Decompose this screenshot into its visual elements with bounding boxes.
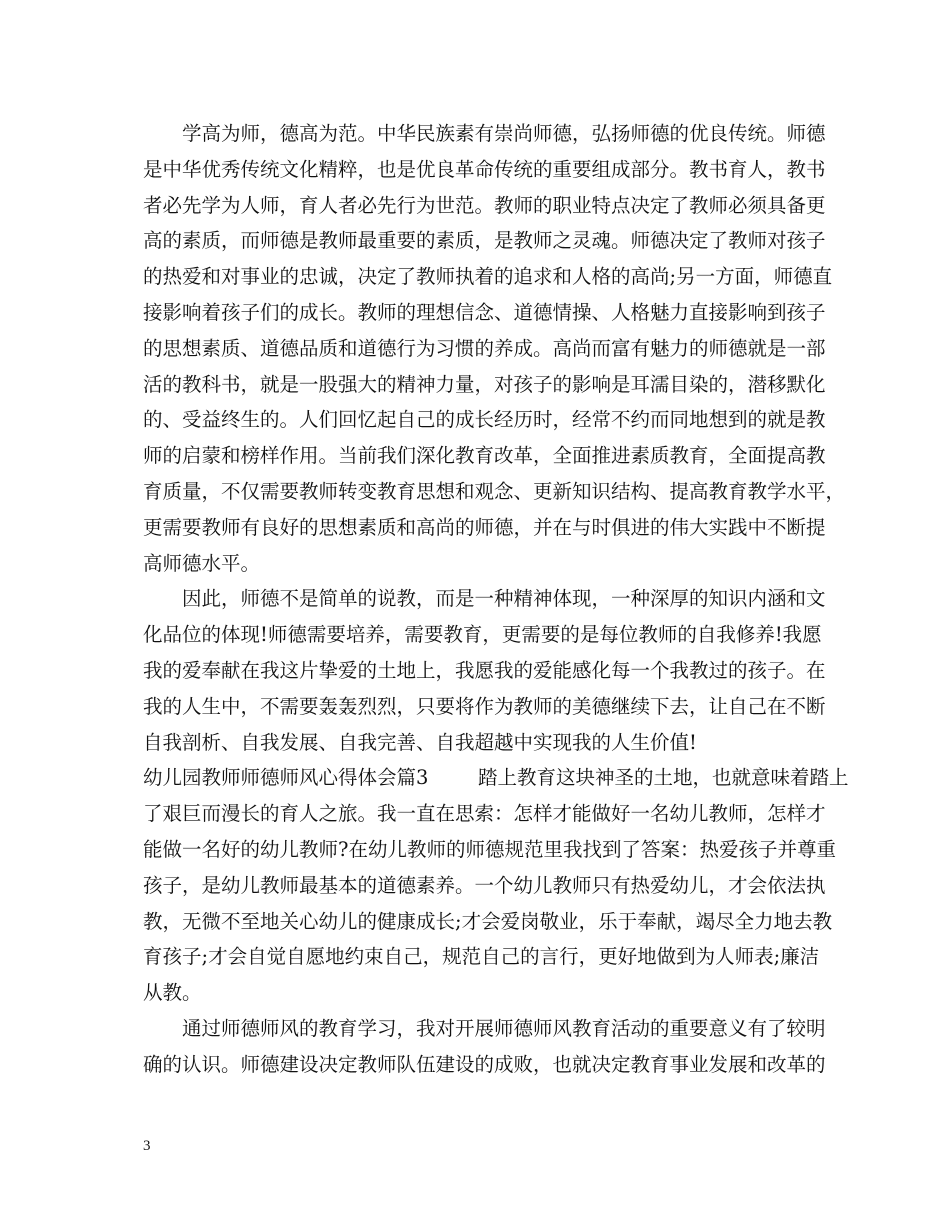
text-line: 高的素质，而师德是教师最重要的素质，是教师之灵魂。师德决定了教师对孩子	[143, 229, 826, 253]
text-line: 确的认识。师德建设决定教师队伍建设的成败，也就决定教育事业发展和改革的	[143, 1052, 826, 1076]
text-line: 的热爱和对事业的忠诚，决定了教师执着的追求和人格的高尚;另一方面，师德直	[143, 265, 833, 289]
text-line: 者必先学为人师，育人者必先行为世范。教师的职业特点决定了教师必须具备更	[143, 193, 826, 217]
text-line: 育质量，不仅需要教师转变教育思想和观念、更新知识结构、提高教育教学水平，	[143, 479, 846, 503]
text-line: 更需要教师有良好的思想素质和高尚的师德，并在与时俱进的伟大实践中不断提	[143, 515, 826, 539]
text-line: 能做一名好的幼儿教师?在幼儿教师的师德规范里我找到了答案：热爱孩子并尊重	[143, 837, 836, 861]
text-line-with-heading: 幼儿园教师师德师风心得体会篇3 踏上教育这块神圣的土地，也就意味着踏上	[143, 766, 849, 790]
text-line: 通过师德师风的教育学习，我对开展师德师风教育活动的重要意义有了较明	[182, 1016, 826, 1040]
text-line: 教，无微不至地关心幼儿的健康成长;才会爱岗敬业，乐于奉献，竭尽全力地去教	[143, 909, 833, 933]
text-line: 自我剖析、自我发展、自我完善、自我超越中实现我的人生价值!	[143, 730, 697, 754]
text-line: 是中华优秀传统文化精粹，也是优良革命传统的重要组成部分。教书育人，教书	[143, 157, 826, 181]
text-line: 接影响着孩子们的成长。教师的理想信念、道德情操、人格魅力直接影响到孩子	[143, 300, 826, 324]
paragraph-1	[143, 116, 846, 581]
text-line: 化品位的体现!师德需要培养，需要教育，更需要的是每位教师的自我修养!我愿	[143, 623, 822, 647]
text-line: 我的爱奉献在我这片挚爱的土地上，我愿我的爱能感化每一个我教过的孩子。在	[143, 658, 826, 682]
text-line: 育孩子;才会自觉自愿地约束自己，规范自己的言行，更好地做到为人师表;廉洁	[143, 945, 820, 969]
text-line: 师的启蒙和榜样作用。当前我们深化教育改革，全面推进素质教育，全面提高教	[143, 444, 826, 468]
text-line: 学高为师，德高为范。中华民族素有崇尚师德，弘扬师德的优良传统。师德	[182, 122, 826, 145]
paragraph-4	[143, 1011, 826, 1083]
text-line: 从教。	[143, 981, 202, 1005]
text-line: 孩子，是幼儿教师最基本的道德素养。一个幼儿教师只有热爱幼儿，才会依法执	[143, 873, 826, 897]
paragraph-2	[143, 581, 826, 760]
text-line: 的思想素质、道德品质和道德行为习惯的养成。高尚而富有魅力的师德就是一部	[143, 336, 826, 360]
text-line: 了艰巨而漫长的育人之旅。我一直在思索：怎样才能做好一名幼儿教师，怎样才	[143, 802, 826, 826]
document-body	[143, 116, 849, 1083]
text-line: 的、受益终生的。人们回忆起自己的成长经历时，经常不约而同地想到的就是教	[143, 408, 826, 432]
page-number: 3	[143, 1138, 151, 1154]
paragraph-3	[143, 760, 849, 1011]
text-line: 高师德水平。	[143, 551, 261, 575]
text-line: 活的教科书，就是一股强大的精神力量，对孩子的影响是耳濡目染的，潜移默化	[143, 372, 826, 396]
text-line: 我的人生中，不需要轰轰烈烈，只要将作为教师的美德继续下去，让自己在不断	[143, 694, 826, 718]
text-line: 因此，师德不是简单的说教，而是一种精神体现，一种深厚的知识内涵和文	[182, 587, 826, 611]
